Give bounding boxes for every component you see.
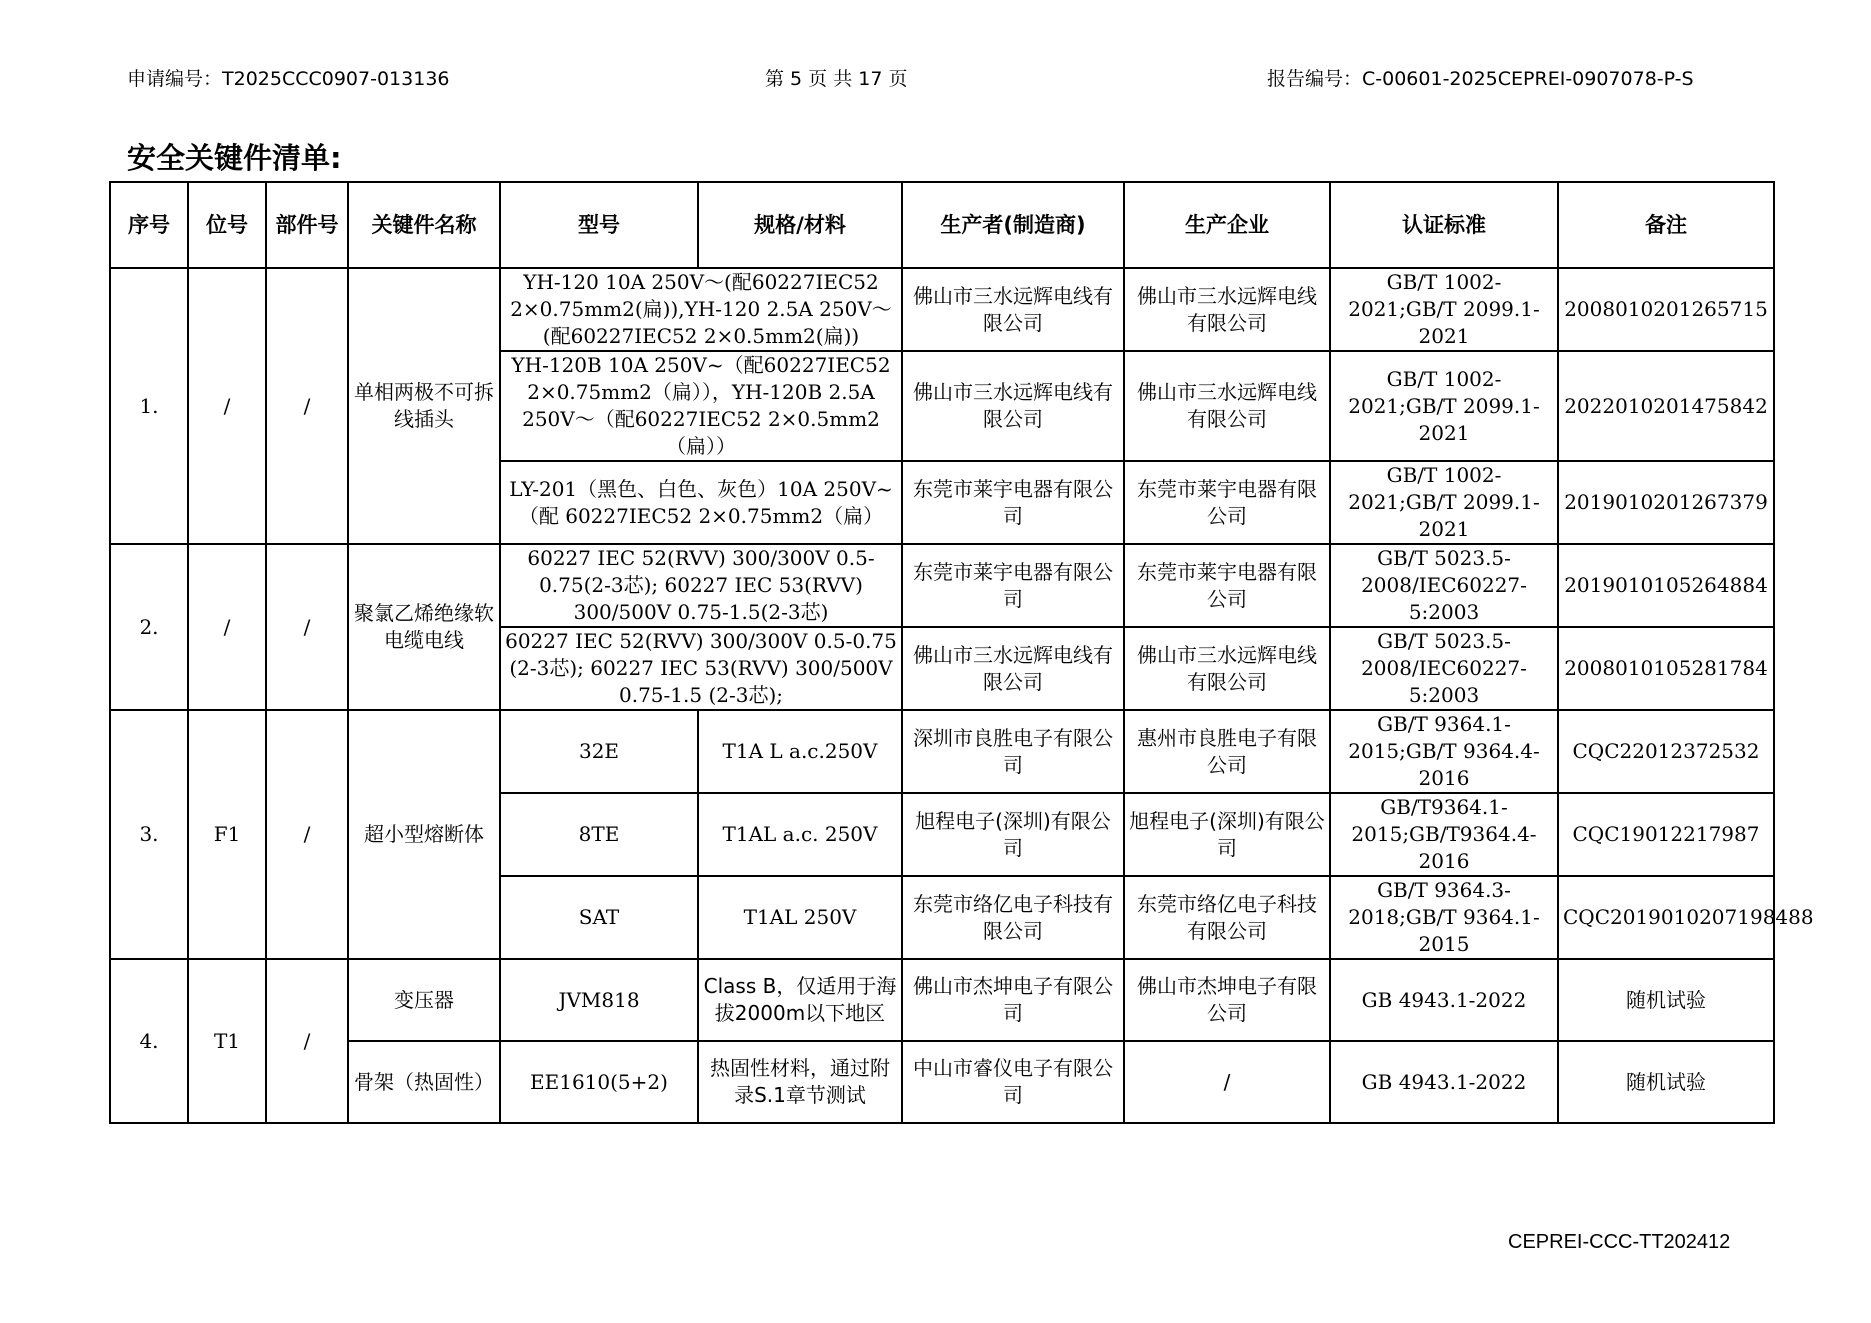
- component-name-cell: 单相两极不可拆线插头: [348, 268, 500, 544]
- standard-cell: GB/T 1002-2021;GB/T 2099.1-2021: [1330, 268, 1558, 351]
- model-cell: 60227 IEC 52(RVV) 300/300V 0.5-0.75(2-3芯); 60227 IEC 53(RVV) 300/500V 0.75-1.5(2-3芯): [500, 544, 902, 627]
- part-number-cell: /: [266, 710, 348, 959]
- component-name-cell: 超小型熔断体: [348, 710, 500, 959]
- factory-cell: 东莞市络亿电子科技有限公司: [1124, 876, 1330, 959]
- part-number-cell: /: [266, 268, 348, 544]
- manufacturer-cell: 深圳市良胜电子有限公司: [902, 710, 1124, 793]
- standard-cell: GB/T 9364.1-2015;GB/T 9364.4-2016: [1330, 710, 1558, 793]
- standard-cell: GB/T 1002-2021;GB/T 2099.1-2021: [1330, 351, 1558, 461]
- manufacturer-cell: 佛山市三水远辉电线有限公司: [902, 268, 1124, 351]
- position-cell: T1: [188, 959, 266, 1123]
- component-name-cell: 变压器: [348, 959, 500, 1041]
- spec-cell: T1A L a.c.250V: [698, 710, 902, 793]
- table-row: [110, 959, 1774, 1041]
- remark-cell: 随机试验: [1558, 959, 1774, 1041]
- seq-cell: 3.: [110, 710, 188, 959]
- model-cell: EE1610(5+2): [500, 1041, 698, 1123]
- document-code: CEPREI-CCC-TT202412: [1508, 1231, 1731, 1253]
- column-header: 位号: [188, 182, 266, 268]
- column-header: 生产企业: [1124, 182, 1330, 268]
- model-cell: LY-201（黑色、白色、灰色）10A 250V~（配 60227IEC52 2×0.75mm2（扁）: [500, 461, 902, 544]
- column-header: 生产者(制造商): [902, 182, 1124, 268]
- remark-cell: 2008010105281784: [1558, 627, 1774, 710]
- remark-cell: CQC22012372532: [1558, 710, 1774, 793]
- standard-cell: GB/T 9364.3-2018;GB/T 9364.1-2015: [1330, 876, 1558, 959]
- page-info: 第 5 页 共 17 页: [765, 68, 908, 90]
- factory-cell: 惠州市良胜电子有限公司: [1124, 710, 1330, 793]
- model-cell: 60227 IEC 52(RVV) 300/300V 0.5-0.75 (2-3芯); 60227 IEC 53(RVV) 300/500V 0.75-1.5 (2-3芯);: [500, 627, 902, 710]
- factory-cell: 佛山市杰坤电子有限公司: [1124, 959, 1330, 1041]
- column-header: 规格/材料: [698, 182, 902, 268]
- seq-cell: 2.: [110, 544, 188, 710]
- model-cell: 32E: [500, 710, 698, 793]
- remark-cell: CQC2019010207198488: [1558, 876, 1774, 959]
- factory-cell: 东莞市莱宇电器有限公司: [1124, 544, 1330, 627]
- manufacturer-cell: 佛山市三水远辉电线有限公司: [902, 627, 1124, 710]
- remark-cell: CQC19012217987: [1558, 793, 1774, 876]
- column-header: 备注: [1558, 182, 1774, 268]
- spec-cell: T1AL a.c. 250V: [698, 793, 902, 876]
- standard-cell: GB/T 5023.5-2008/IEC60227-5:2003: [1330, 627, 1558, 710]
- factory-cell: 东莞市莱宇电器有限公司: [1124, 461, 1330, 544]
- part-number-cell: /: [266, 959, 348, 1123]
- factory-cell: 佛山市三水远辉电线有限公司: [1124, 268, 1330, 351]
- key-components-table-wrapper: [109, 181, 1814, 1124]
- component-name-cell: 骨架（热固性）: [348, 1041, 500, 1123]
- model-cell: 8TE: [500, 793, 698, 876]
- key-components-table: [109, 181, 1814, 1124]
- position-cell: F1: [188, 710, 266, 959]
- model-cell: YH-120B 10A 250V~（配60227IEC52 2×0.75mm2（扁）），YH-120B 2.5A 250V～（配60227IEC52 2×0.5mm2（扁））: [500, 351, 902, 461]
- manufacturer-cell: 东莞市莱宇电器有限公司: [902, 544, 1124, 627]
- position-cell: /: [188, 544, 266, 710]
- factory-cell: /: [1124, 1041, 1330, 1123]
- standard-cell: GB/T 1002-2021;GB/T 2099.1-2021: [1330, 461, 1558, 544]
- page-title: 安全关键件清单:: [127, 141, 342, 175]
- remark-cell: 2019010201267379: [1558, 461, 1774, 544]
- table-row: [110, 710, 1774, 793]
- column-header: 关键件名称: [348, 182, 500, 268]
- table-row: [110, 544, 1774, 627]
- manufacturer-cell: 东莞市络亿电子科技有限公司: [902, 876, 1124, 959]
- model-cell: SAT: [500, 876, 698, 959]
- standard-cell: GB 4943.1-2022: [1330, 1041, 1558, 1123]
- column-header: 型号: [500, 182, 698, 268]
- remark-cell: 2008010201265715: [1558, 268, 1774, 351]
- manufacturer-cell: 旭程电子(深圳)有限公司: [902, 793, 1124, 876]
- seq-cell: 4.: [110, 959, 188, 1123]
- factory-cell: 佛山市三水远辉电线有限公司: [1124, 627, 1330, 710]
- column-header: 序号: [110, 182, 188, 268]
- model-cell: YH-120 10A 250V～(配60227IEC52 2×0.75mm2(扁)),YH-120 2.5A 250V～(配60227IEC52 2×0.5mm2(扁)): [500, 268, 902, 351]
- component-name-cell: 聚氯乙烯绝缘软电缆电线: [348, 544, 500, 710]
- table-row: [110, 268, 1774, 351]
- standard-cell: GB 4943.1-2022: [1330, 959, 1558, 1041]
- remark-cell: 2019010105264884: [1558, 544, 1774, 627]
- factory-cell: 佛山市三水远辉电线有限公司: [1124, 351, 1330, 461]
- standard-cell: GB/T9364.1-2015;GB/T9364.4-2016: [1330, 793, 1558, 876]
- factory-cell: 旭程电子(深圳)有限公司: [1124, 793, 1330, 876]
- table-header-row: [110, 182, 1774, 268]
- application-number: 申请编号：T2025CCC0907-013136: [127, 68, 450, 90]
- part-number-cell: /: [266, 544, 348, 710]
- spec-cell: Class B，仅适用于海拔2000m以下地区: [698, 959, 902, 1041]
- column-header: 认证标准: [1330, 182, 1558, 268]
- spec-cell: T1AL 250V: [698, 876, 902, 959]
- manufacturer-cell: 中山市睿仪电子有限公司: [902, 1041, 1124, 1123]
- remark-cell: 2022010201475842: [1558, 351, 1774, 461]
- standard-cell: GB/T 5023.5-2008/IEC60227-5:2003: [1330, 544, 1558, 627]
- remark-cell: 随机试验: [1558, 1041, 1774, 1123]
- manufacturer-cell: 东莞市莱宇电器有限公司: [902, 461, 1124, 544]
- column-header: 部件号: [266, 182, 348, 268]
- seq-cell: 1.: [110, 268, 188, 544]
- model-cell: JVM818: [500, 959, 698, 1041]
- report-number: 报告编号：C-00601-2025CEPREI-0907078-P-S: [1267, 68, 1694, 90]
- table-row: [110, 1041, 1774, 1123]
- position-cell: /: [188, 268, 266, 544]
- manufacturer-cell: 佛山市杰坤电子有限公司: [902, 959, 1124, 1041]
- manufacturer-cell: 佛山市三水远辉电线有限公司: [902, 351, 1124, 461]
- spec-cell: 热固性材料，通过附录S.1章节测试: [698, 1041, 902, 1123]
